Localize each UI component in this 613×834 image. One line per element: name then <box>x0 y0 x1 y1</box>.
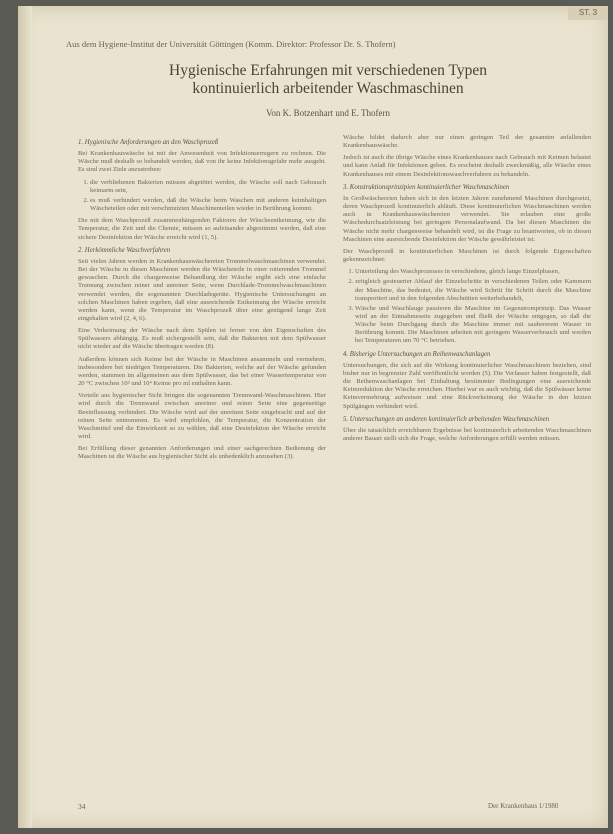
title-line-2: kontinuierlich arbeitender Waschmaschinen <box>192 80 464 97</box>
list-item: 2. es muß verhindert werden, daß die Wäsche beim Waschen mit anderen keimhaltigen Wäscheteilen oder mit verschmutzten Maschinenteilen wieder in Berührung kommt. <box>90 197 326 213</box>
numbered-list <box>343 268 591 345</box>
list-item: 1. Unterteilung des Waschprozesses in verschiedene, gleich lange Einzelphasen, <box>355 268 591 276</box>
list-item: 1. die verbliebenen Bakterien müssen abgetötet werden, die Wäsche soll nach Gebrauch keimarm sein, <box>90 179 326 195</box>
article-authors: Von K. Botzenhart und E. Thofern <box>266 108 390 118</box>
list-item: 2. zeitgleich gesteuerter Ablauf der Einzelschritte in verschiedenen Teilen oder Kammern der Maschine, das bedeutet, die Wäsche wird Schritt für Schritt durch die Maschine transportiert und in den folgenden Abschnitten weiterbehandelt, <box>355 278 591 302</box>
right-column <box>343 134 591 447</box>
body-paragraph: Bei Krankenhauswäsche ist mit der Anwesenheit von Infektionserregern zu rechnen. Die Wäsche muß deshalb so behandelt werden, daß von ihr keine Infektionsgefahr mehr ausgeht. Es sind zwei Ziele anzustreben: <box>78 150 326 174</box>
body-paragraph: Die mit dem Waschprozeß zusammenhängenden Faktoren der Wäscheentkeimung, wie die Temperatur, die Zeit und die Chemie, müssen so aufeinander abgestimmt werden, daß eine sichere Desinfektion der Wäsche erreicht wird (1, 5). <box>78 217 326 241</box>
section-heading: 5. Untersuchungen an anderen kontinuierlich arbeitenden Waschmaschinen <box>343 415 550 423</box>
body-paragraph: Jedoch ist auch die übrige Wäsche eines Krankenhauses nach Gebrauch mit Keimen belastet und kann Anlaß für Infektionen geben. Es erscheint deshalb zweckmäßig, alle Wäsche eines Krankenhauses mit einem Desinfektionswaschverfahren zu behandeln. <box>343 154 591 178</box>
section-heading: 3. Konstruktionsprinzipien kontinuierlicher Waschmaschinen <box>343 183 510 191</box>
corner-mark: ST. 3 <box>568 6 608 20</box>
body-paragraph: Außerdem können sich Keime bei der Wäsche in Maschinen ansammeln und vermehren, insbesondere bei niedrigen Temperaturen. Die Bakterien, welche auf der Wäsche gefunden werden, stammen im allgemeinen aus dem Spülwasser, das bei einer Wassertemperatur von 20 °C zwischen 10² und 10⁴ Keime pro ml enthalten kann. <box>78 355 326 388</box>
section-heading: 4. Bisherige Untersuchungen an Reihenwaschanlagen <box>343 350 491 358</box>
page-binding-shadow <box>18 6 32 828</box>
body-paragraph: Wäsche bildet dadurch aber nur einen geringen Teil der gesamten anfallenden Krankenhauswäsche. <box>343 134 591 150</box>
journal-name: Der Krankenhaus 1/1980 <box>488 802 559 810</box>
body-paragraph: Über die tatsächlich erreichbaren Ergebnisse bei kontinuierlich arbeitenden Waschmaschinen anderer Bauart stellt sich die Frage, welche Anforderungen erfüllt werden müssen. <box>343 426 591 442</box>
title-line-1: Hygienische Erfahrungen mit verschiedenen Typen <box>169 62 487 79</box>
list-item: 3. Wäsche und Waschlauge passieren die Maschine im Gegenstromprinzip. Das Wasser wird an der Entnahmeseite zugegeben und fließt der Wäsche entgegen, so daß die Wäsche beim Durchgang durch die Maschine immer mit saubererem Wasser in Berührung kommt. Die Maschinen arbeiten mit geringem Wasserverbrauch und werden bei Temperaturen um 70 °C betrieben. <box>355 305 591 346</box>
left-column <box>78 134 326 465</box>
numbered-list <box>78 179 326 214</box>
document-page <box>18 6 608 828</box>
body-paragraph: Bei Erfüllung dieser genannten Anforderungen und einer sachgerechten Bedienung der Maschinen ist die Wäsche aus hygienischer Sicht als unbedenklich anzusehen (3). <box>78 445 326 461</box>
institute-line: Aus dem Hygiene-Institut der Universität Göttingen (Komm. Direktor: Professor Dr. S. Thofern) <box>66 39 396 49</box>
body-paragraph: Der Waschprozeß in kontinuierlichen Maschinen ist durch folgende Eigenschaften gekennzeichnet: <box>343 247 591 264</box>
body-paragraph: Eine Verkeimung der Wäsche nach dem Spülen ist ferner von den Eigenschaften des Spülwassers abhängig. Es muß sichergestellt sein, daß die Bakterien mit dem Spülwasser nicht wieder auf die Wäsche übertragen werden (8). <box>78 327 326 351</box>
article-title <box>58 62 598 98</box>
section-heading: 1. Hygienische Anforderungen an den Waschprozeß <box>78 139 219 146</box>
section-heading: 2. Herkömmliche Waschverfahren <box>78 246 171 254</box>
body-paragraph: Vorteile aus hygienischer Sicht bringen die sogenannten Trennwand-Waschmaschinen. Hier wird durch die Trennwand zwischen unreiner und reiner Seite eine gegenseitige Beeinflussung verhindert. Die Wäsche wird auf der unreinen Seite eingebracht und auf der reinen Seite entnommen. Es wird empfohlen, die Temperatur, die Konzentration der Waschmittel und die Einwirkzeit so zu wählen, daß eine Desinfektion der Wäsche erreicht wird. <box>78 392 326 440</box>
body-paragraph: In Großwäschereien haben sich in den letzten Jahren zunehmend Maschinen durchgesetzt, deren Waschprozeß kontinuierlich abläuft. Diese kontinuierlichen Waschmaschinen werden auch in Krankenhauswäschereien verwendet. Sie erlauben eine große Wäschedurchsatzleistung bei geringem Personalaufwand. Da bei diesen Maschinen die Wäsche nicht mehr chargenweise behandelt wird, ist die Frage zu beantworten, ob in diesen Maschinen eine ausreichende Desinfektion der Wäsche gewährleistet ist. <box>343 194 591 243</box>
page-number: 34 <box>78 802 86 811</box>
body-paragraph: Untersuchungen, die sich auf die Wirkung kontinuierlicher Waschmaschinen beziehen, sind bisher nur in begrenzter Zahl veröffentlicht worden (5). Die Verfasser haben festgestellt, daß die Reihenwaschanlagen bei Einhaltung bestimmter Bedingungen eine ausreichende Keimreduktion der Wäsche erreichen. Hierbei war es auch wichtig, daß die Spülwässer keine Keimvermehrung aufweisen und eine Rückverkeimung der Wäsche in den letzten Spülgängen verhindert wird. <box>343 361 591 410</box>
body-paragraph: Seit vielen Jahren werden in Krankenhauswäschereien Trommelwaschmaschinen verwendet. Bei der Wäsche in diesen Maschinen werden die Wäscheteile in einer rotierenden Trommel gewaschen. Durch die chargenweise Behandlung der Wäsche ergibt sich eine einfache Trennung zwischen reiner und unreiner Seite, wenn Durchlade-Trommelwaschmaschinen verwendet werden, die sogenannten Durchladegeräte. Hygienische Untersuchungen an solchen Maschinen haben ergeben, daß eine ausreichende Entkeimung der Wäsche erreicht werden kann, wenn die Temperatur im Waschprozeß über eine genügend lange Zeit eingehalten wird (2, 4, 6). <box>78 257 326 322</box>
